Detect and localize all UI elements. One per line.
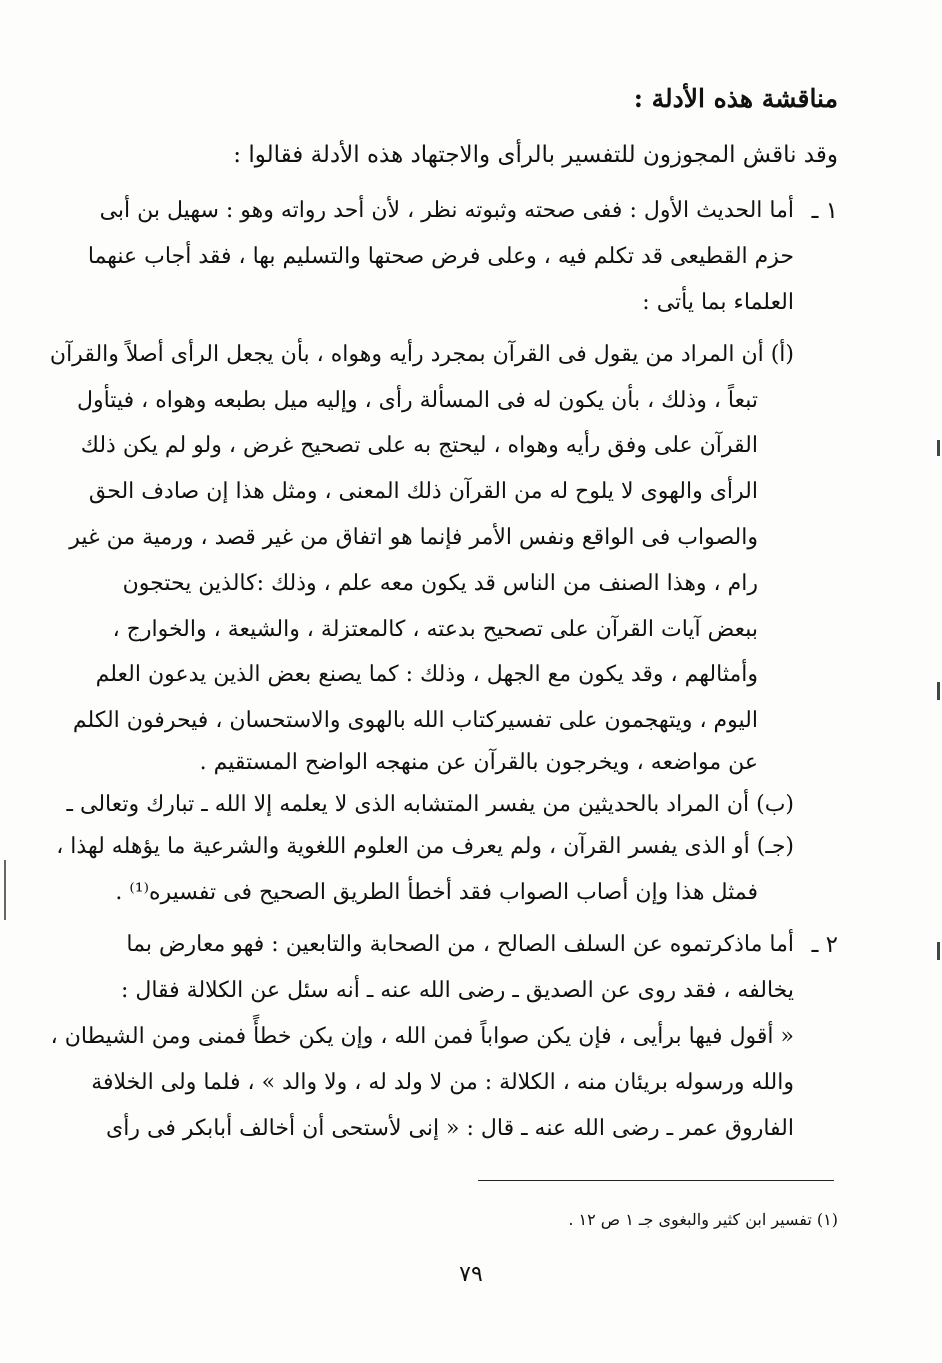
scan-mark-left — [4, 860, 6, 920]
item-1-line-1: أما الحديث الأول : ففى صحته وثبوته نظر ، لأن أحد رواته وهو : سهيل بن أبى — [99, 198, 794, 223]
scan-mark-right-1 — [937, 440, 940, 456]
item-2-number: ٢ ـ — [811, 932, 838, 958]
footnote-divider — [478, 1180, 834, 1181]
sub-a-line-7: ببعض آيات القرآن على تصحيح بدعته ، كالمعتزلة ، والشيعة ، والخوارج ، — [112, 617, 758, 642]
sub-c-line-1: (جـ) أو الذى يفسر القرآن ، ولم يعرف من العلوم اللغوية والشرعية ما يؤهله لهذا ، — [56, 834, 794, 859]
item-1-line-3: العلماء بما يأتى : — [642, 290, 794, 315]
page-number: ٧٩ — [459, 1262, 483, 1287]
item-2-line-4: والله ورسوله بريئان منه ، الكلالة : من لا ولد له ، ولا والد » ، فلما ولى الخلافة — [91, 1070, 794, 1095]
sub-a-line-2: تبعاً ، وذلك ، بأن يكون له فى المسألة رأى ، وإليه ميل بطبعه وهواه ، فيتأول — [77, 388, 758, 413]
scan-mark-right-2 — [937, 682, 940, 700]
item-2-line-3: « أقول فيها برأيى ، فإن يكن صواباً فمن الله ، وإن يكن خطأً فمنى ومن الشيطان ، — [50, 1024, 794, 1049]
sub-a-line-4: الرأى والهوى لا يلوح له من القرآن ذلك المعنى ، ومثل هذا إن صادف الحق — [88, 479, 758, 504]
sub-a-line-10: عن مواضعه ، ويخرجون بالقرآن عن منهجه الواضح المستقيم . — [199, 750, 758, 775]
sub-a-line-9: اليوم ، ويتهجمون على تفسيركتاب الله بالهوى والاستحسان ، فيحرفون الكلم — [72, 708, 758, 733]
item-2-line-2: يخالفه ، فقد روى عن الصديق ـ رضى الله عنه ـ أنه سئل عن الكلالة فقال : — [120, 978, 794, 1003]
section-heading: مناقشة هذه الأدلة : — [633, 84, 838, 113]
sub-a-line-5: والصواب فى الواقع ونفس الأمر فإنما هو اتفاق من غير قصد ، ورمية من غير — [69, 525, 758, 550]
sub-a-line-8: وأمثالهم ، وقد يكون مع الجهل ، وذلك : كما يصنع بعض الذين يدعون العلم — [95, 662, 758, 687]
sub-c-line-2: فمثل هذا وإن أصاب الصواب فقد أخطأ الطريق الصحيح فى تفسيره⁽¹⁾ . — [115, 880, 758, 905]
sub-b-line: (ب) أن المراد بالحديثين من يفسر المتشابه الذى لا يعلمه إلا الله ـ تبارك وتعالى ـ — [66, 792, 794, 817]
item-1-number: ١ ـ — [811, 198, 838, 224]
sub-a-line-6: رام ، وهذا الصنف من الناس قد يكون معه علم ، وذلك :كالذين يحتجون — [122, 571, 758, 596]
sub-a-line-3: القرآن على وفق رأيه وهواه ، ليحتج به على تصحيح غرض ، ولو لم يكن ذلك — [80, 433, 758, 458]
intro-paragraph: وقد ناقش المجوزون للتفسير بالرأى والاجتهاد هذه الأدلة فقالوا : — [233, 142, 838, 168]
item-2-line-1: أما ماذكرتموه عن السلف الصالح ، من الصحابة والتابعين : فهو معارض بما — [126, 932, 794, 957]
footnote: (١) تفسير ابن كثير والبغوى جـ ١ ص ١٢ . — [568, 1210, 838, 1229]
item-1-line-2: حزم القطيعى قد تكلم فيه ، وعلى فرض صحتها والتسليم بها ، فقد أجاب عنهما — [87, 244, 794, 269]
item-2-line-5: الفاروق عمر ـ رضى الله عنه ـ قال : « إنى لأستحى أن أخالف أبابكر فى رأى — [106, 1116, 794, 1141]
scan-mark-right-3 — [937, 942, 940, 960]
sub-a-line-1: (أ) أن المراد من يقول فى القرآن بمجرد رأيه وهواه ، بأن يجعل الرأى أصلاً والقرآن — [49, 342, 794, 367]
